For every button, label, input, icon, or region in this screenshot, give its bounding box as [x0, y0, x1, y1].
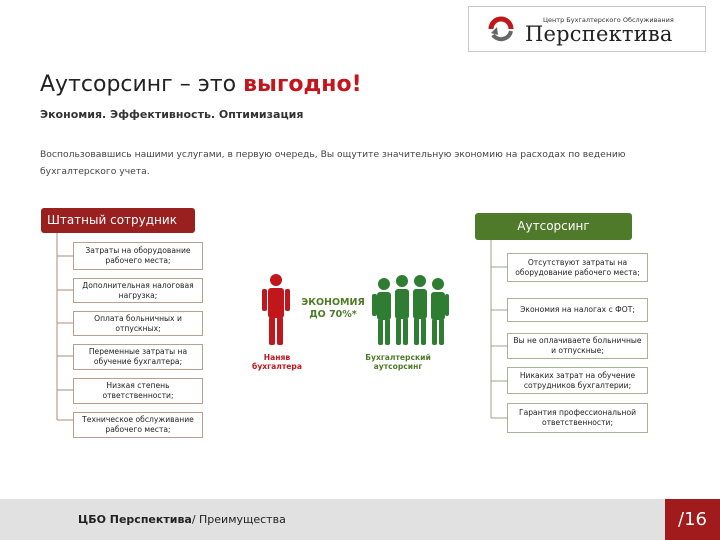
right-item-sick-leave: Вы не оплачиваете больничные и отпускные; — [507, 333, 648, 359]
title-accent: выгодно! — [243, 72, 362, 97]
outsourcing-header: Аутсорсинг — [475, 213, 632, 240]
footer-section: / Преимущества — [191, 513, 286, 526]
footer-company: ЦБО Перспектива — [78, 513, 192, 526]
left-item-tax-load: Дополнительная налоговая нагрузка; — [73, 278, 203, 303]
outsourcing-label: Бухгалтерский аутсорсинг — [365, 353, 431, 371]
economy-line1: ЭКОНОМИЯ — [301, 297, 365, 308]
right-item-guarantee: Гарантия профессиональной ответственности; — [507, 403, 648, 433]
page-subtitle: Экономия. Эффективность. Оптимизация — [40, 108, 304, 121]
left-item-equipment: Затраты на оборудование рабочего места; — [73, 242, 203, 270]
footer-breadcrumb — [78, 513, 286, 526]
economy-line2: ДО 70%* — [309, 309, 357, 320]
economy-badge — [300, 297, 366, 321]
hire-accountant-label: Наняв бухгалтера — [252, 353, 302, 371]
logo-subtitle: Центр Бухгалтерского Обслуживания — [543, 16, 674, 24]
left-item-responsibility: Низкая степень ответственности; — [73, 378, 203, 404]
single-person-icon — [262, 274, 290, 345]
right-item-tax-savings: Экономия на налогах с ФОТ; — [507, 298, 648, 322]
left-item-sick-leave: Оплата больничных и отпускных; — [73, 311, 203, 336]
title-main: Аутсорсинг – это — [40, 72, 244, 97]
intro-paragraph: Воспользовавшись нашими услугами, в первую очередь, Вы ощутите значительную экономию на расходах по ведению бухгалтерского учета. — [40, 149, 626, 177]
left-connectors — [57, 233, 73, 420]
left-item-maintenance: Техническое обслуживание рабочего места; — [73, 412, 203, 438]
right-item-training: Никаких затрат на обучение сотрудников бухгалтерии; — [507, 367, 648, 394]
logo-name: Перспектива — [525, 22, 673, 46]
page-number: /16 — [665, 499, 720, 540]
right-item-equipment: Отсутствуют затраты на оборудование рабочего места; — [507, 253, 648, 282]
right-connectors — [491, 240, 507, 418]
group-people-icon — [372, 275, 449, 345]
left-item-training: Переменные затраты на обучение бухгалтера; — [73, 344, 203, 370]
staff-employee-header: Штатный сотрудник — [41, 208, 195, 233]
